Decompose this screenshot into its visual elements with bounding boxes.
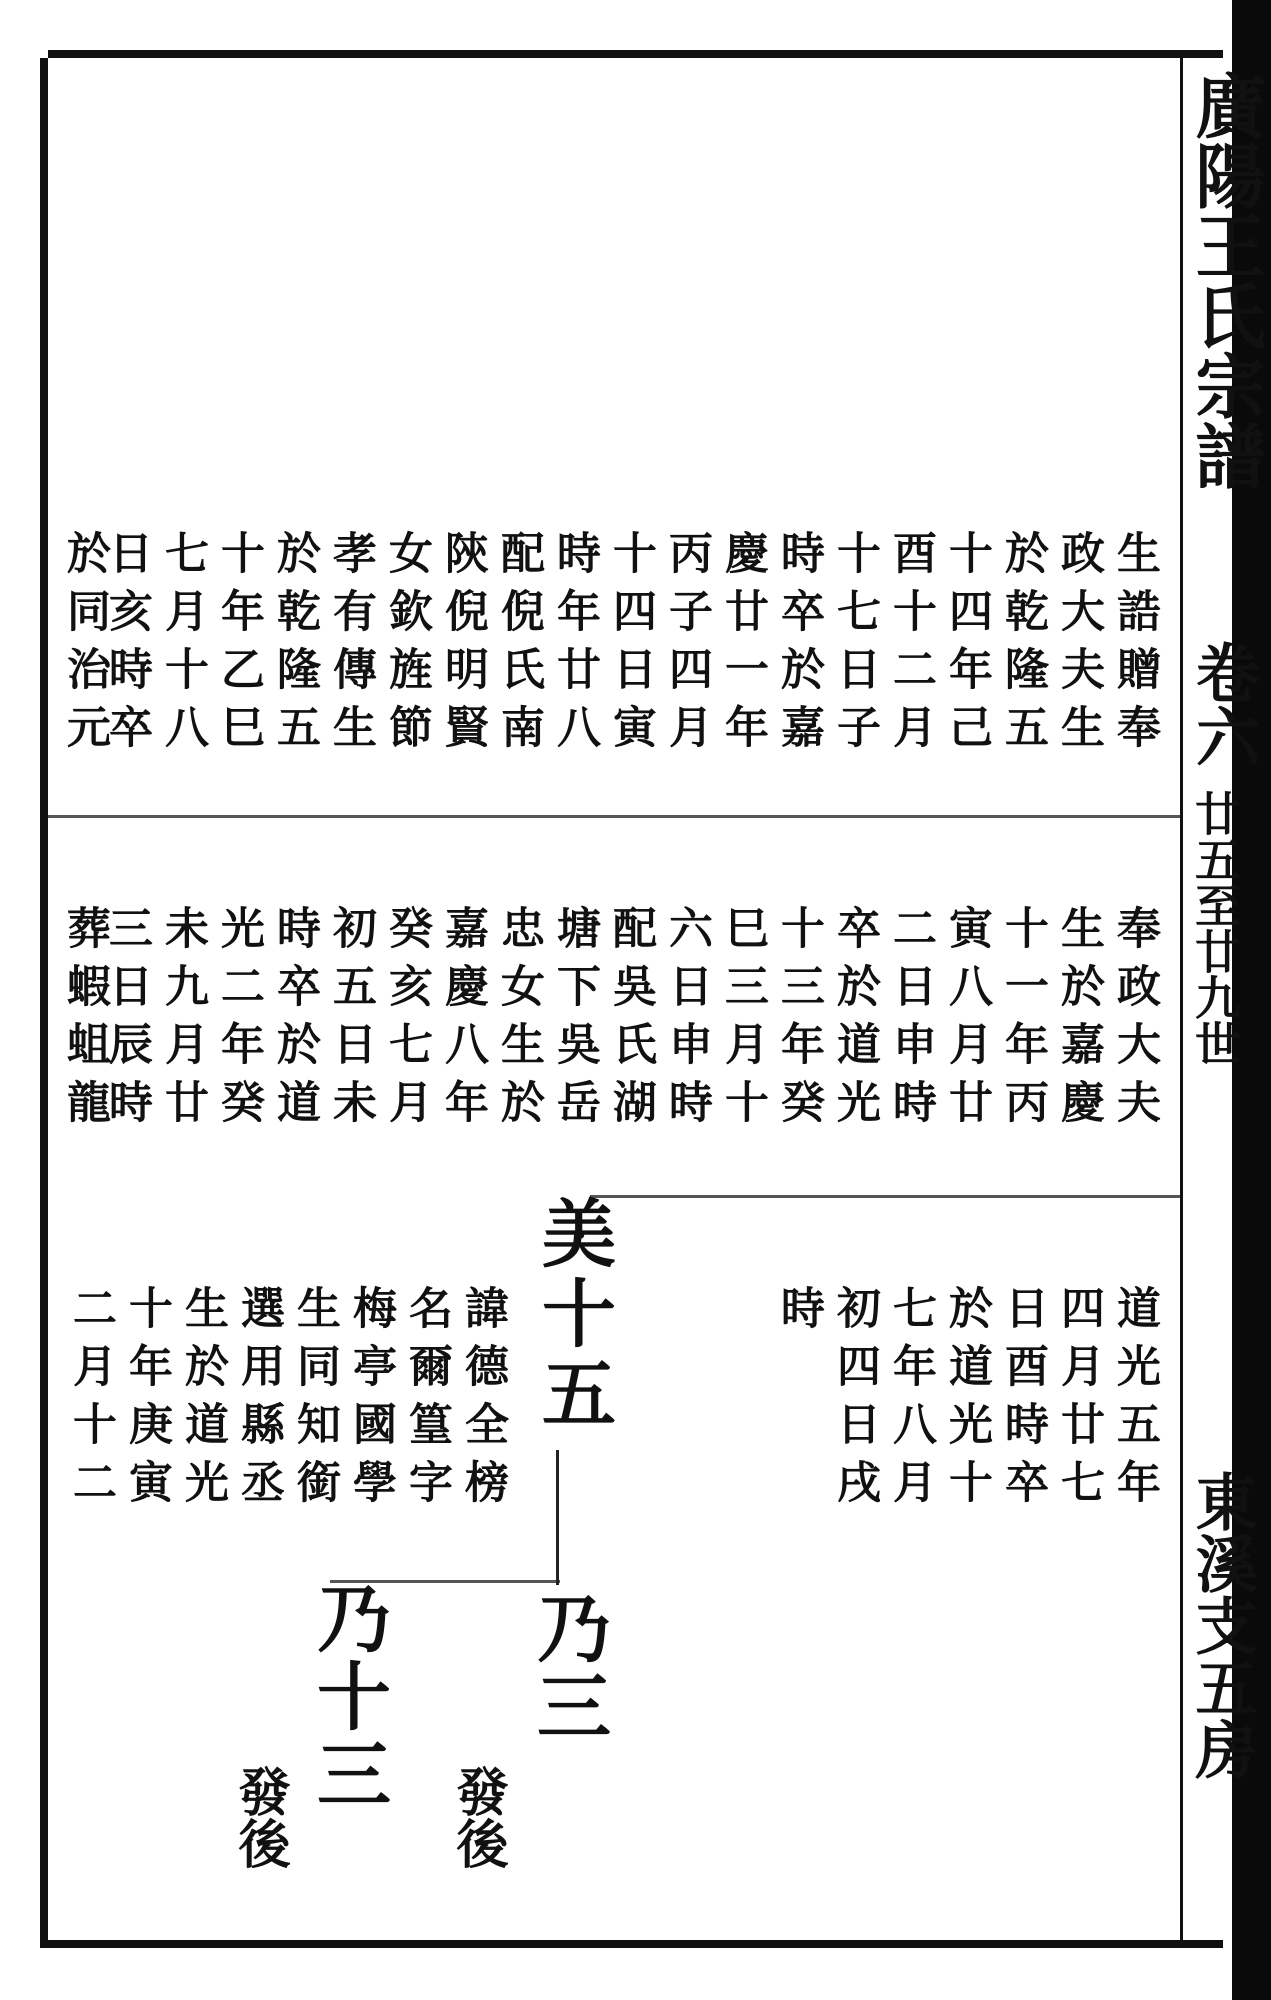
lineage-mark-mei-fifteen: 美十五 [530, 1195, 616, 1435]
section1-col: 十年乙巳 [213, 530, 264, 762]
section2-col: 嘉慶八年 [437, 905, 488, 1137]
section1-col: 陝倪明賢 [437, 530, 488, 762]
section3b-col: 諱德全榜 [457, 1285, 508, 1517]
section2-col: 生於嘉慶 [1053, 905, 1104, 1137]
section3a-col: 四月廿七 [1053, 1285, 1104, 1517]
section2-col: 時卒於道 [269, 905, 320, 1137]
section1-col: 時年廿八 [549, 530, 600, 762]
section2-col: 三日辰時 [101, 905, 152, 1137]
section3a-col: 於道光十 [941, 1285, 992, 1517]
section3b-col: 選用縣丞 [233, 1285, 284, 1517]
section2-col: 配吳氏湖 [605, 905, 656, 1137]
section2-col: 六日申時 [661, 905, 712, 1137]
section3a-col: 道光五年 [1109, 1285, 1160, 1517]
lineage-connector-vertical [556, 1450, 559, 1585]
section1-col: 於同治元 [59, 530, 110, 762]
generation-range: 廿五至廿九世 [1188, 790, 1242, 1066]
section3a-col: 日酉時卒 [997, 1285, 1048, 1517]
section1-col: 丙子四月 [661, 530, 712, 762]
section3a-col: 時 [773, 1285, 824, 1343]
section3b-col: 生同知銜 [289, 1285, 340, 1517]
section3a-col: 七年八月 [885, 1285, 936, 1517]
section2-col: 葬蝦蛆龍 [59, 905, 110, 1137]
genealogy-title: 廣陽王氏宗譜 [1184, 70, 1267, 490]
section1-col: 酉十二月 [885, 530, 936, 762]
section1-col: 十四年己 [941, 530, 992, 762]
section2-col: 寅八月廿 [941, 905, 992, 1137]
section1-col: 七月十八 [157, 530, 208, 762]
section1-col: 慶廿一年 [717, 530, 768, 762]
frame-bottom-border [48, 1940, 1223, 1948]
section3b-col: 名爾篁字 [401, 1285, 452, 1517]
section1-col: 十四日寅 [605, 530, 656, 762]
register-divider-2 [590, 1195, 1180, 1198]
section3a-col: 初四日戌 [829, 1285, 880, 1517]
section3b-col: 生於道光 [177, 1285, 228, 1517]
section2-col: 巳三月十 [717, 905, 768, 1137]
section3b-col: 梅亭國學 [345, 1285, 396, 1517]
section1-col: 於乾隆五 [997, 530, 1048, 762]
lineage-mark-nai-thirteen: 乃十三 [305, 1580, 391, 1814]
section2-col: 卒於道光 [829, 905, 880, 1137]
frame-left-border [40, 58, 48, 1948]
section2-col: 十三年癸 [773, 905, 824, 1137]
section1-col: 於乾隆五 [269, 530, 320, 762]
section3b-col: 十年庚寅 [121, 1285, 172, 1517]
frame-inner-right-border [1180, 58, 1183, 1940]
section1-col: 孝有傳生 [325, 530, 376, 762]
section1-col: 日亥時卒 [101, 530, 152, 762]
frame-top-border [48, 50, 1223, 58]
section2-col: 未九月廿 [157, 905, 208, 1137]
register-divider-1 [48, 815, 1180, 818]
lineage-note-fa-hou: 發後 [447, 1765, 508, 1869]
section2-col: 初五日未 [325, 905, 376, 1137]
branch-label: 東溪支五房 [1185, 1470, 1258, 1780]
section2-col: 塘下吳岳 [549, 905, 600, 1137]
section2-col: 忠女生於 [493, 905, 544, 1137]
section2-col: 十一年丙 [997, 905, 1048, 1137]
section1-col: 配倪氏南 [493, 530, 544, 762]
section2-col: 光二年癸 [213, 905, 264, 1137]
lineage-mark-nai-three: 乃三 [525, 1590, 611, 1746]
volume-label: 卷六 [1185, 640, 1260, 768]
lineage-note-fa-hou: 發後 [229, 1765, 290, 1869]
section3b-col: 二月十二 [65, 1285, 116, 1517]
section2-col: 癸亥七月 [381, 905, 432, 1137]
section1-col: 十七日子 [829, 530, 880, 762]
section1-col: 時卒於嘉 [773, 530, 824, 762]
section1-col: 女欽旌節 [381, 530, 432, 762]
section1-col: 生誥贈奉 [1109, 530, 1160, 762]
section2-col: 二日申時 [885, 905, 936, 1137]
section1-col: 政大夫生 [1053, 530, 1104, 762]
section2-col: 奉政大夫 [1109, 905, 1160, 1137]
